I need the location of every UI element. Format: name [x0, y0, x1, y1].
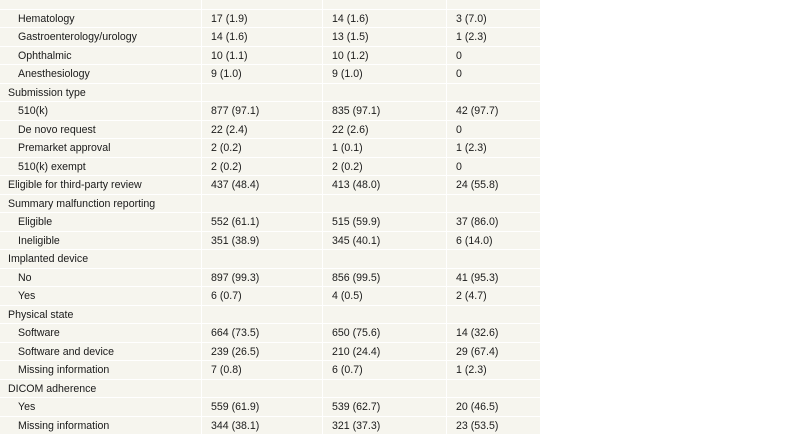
cell-total: 14 (1.6): [211, 28, 248, 47]
cell-total: 239 (26.5): [211, 343, 259, 362]
cell-group-2: 0: [456, 121, 462, 140]
cell-group-1: 10 (1.2): [332, 47, 369, 66]
cell-group-1: 2 (0.2): [332, 158, 363, 177]
row-label: 510(k) exempt: [18, 158, 86, 177]
cell-group-2: 1 (2.3): [456, 139, 487, 158]
section-row: [0, 380, 540, 399]
cell-total: 22 (2.4): [211, 121, 248, 140]
row-label: Yes: [18, 398, 35, 417]
table-row: [0, 287, 540, 306]
cell-group-1: 1 (0.1): [332, 139, 363, 158]
cell-group-2: 24 (55.8): [456, 176, 498, 195]
cell-group-1: 515 (59.9): [332, 213, 380, 232]
table-row: [0, 28, 540, 47]
cell-total: 351 (38.9): [211, 232, 259, 251]
row-label: DICOM adherence: [8, 380, 96, 399]
cell-total: 897 (99.3): [211, 269, 259, 288]
cell-total: 2 (0.2): [211, 158, 242, 177]
table-row: [0, 361, 540, 380]
row-label: Software: [18, 324, 60, 343]
cell-total: 552 (61.1): [211, 213, 259, 232]
row-label: Summary malfunction reporting: [8, 195, 155, 214]
table-row: [0, 47, 540, 66]
cell-total: 437 (48.4): [211, 176, 259, 195]
cell-group-1: 835 (97.1): [332, 102, 380, 121]
cell-group-1: 13 (1.5): [332, 28, 369, 47]
cell-group-1: 6 (0.7): [332, 361, 363, 380]
cell-group-1: 321 (37.3): [332, 417, 380, 435]
row-label: Submission type: [8, 84, 86, 103]
cell-total: 6 (0.7): [211, 287, 242, 306]
cell-group-1: 856 (99.5): [332, 269, 380, 288]
table-row: [0, 0, 540, 10]
cell-group-2: 3 (7.0): [456, 10, 487, 29]
row-label: Eligible: [18, 213, 52, 232]
table-row: [0, 158, 540, 177]
cell-group-1: 14 (1.6): [332, 10, 369, 29]
table-row: [0, 417, 540, 435]
cell-total: 664 (73.5): [211, 324, 259, 343]
cell-group-1: 345 (40.1): [332, 232, 380, 251]
cell-group-2: 0: [456, 158, 462, 177]
row-label: Missing information: [18, 361, 109, 380]
table-row: [0, 343, 540, 362]
cell-group-2: 1 (2.3): [456, 361, 487, 380]
section-row: [0, 84, 540, 103]
table-row: [0, 121, 540, 140]
table-row: [0, 398, 540, 417]
cell-total: 559 (61.9): [211, 398, 259, 417]
cell-group-2: 41 (95.3): [456, 269, 498, 288]
cell-group-2: 6 (14.0): [456, 232, 493, 251]
section-row: [0, 306, 540, 325]
row-label: Ophthalmic: [18, 47, 72, 66]
cell-total: 9 (1.0): [211, 65, 242, 84]
row-label: Gastroenterology/urology: [18, 28, 137, 47]
row-label: Missing information: [18, 417, 109, 435]
cell-group-1: 539 (62.7): [332, 398, 380, 417]
table-row: [0, 65, 540, 84]
cell-group-2: 20 (46.5): [456, 398, 498, 417]
cell-total: 7 (0.8): [211, 361, 242, 380]
cell-group-2: 29 (67.4): [456, 343, 498, 362]
row-label: Hematology: [18, 10, 75, 29]
row-label: Software and device: [18, 343, 114, 362]
section-row: [0, 176, 540, 195]
cell-group-1: 4 (0.5): [332, 287, 363, 306]
table-row: [0, 139, 540, 158]
cell-group-2: 0: [456, 47, 462, 66]
cell-group-2: 1 (2.3): [456, 28, 487, 47]
table-row: [0, 102, 540, 121]
row-label: No: [18, 269, 32, 288]
cell-group-1: 22 (2.6): [332, 121, 369, 140]
row-label: 510(k): [18, 102, 48, 121]
cell-total: 10 (1.1): [211, 47, 248, 66]
cell-total: 2 (0.2): [211, 139, 242, 158]
table-row: [0, 213, 540, 232]
cell-group-2: 0: [456, 65, 462, 84]
row-label: Implanted device: [8, 250, 88, 269]
cell-group-2: 2 (4.7): [456, 287, 487, 306]
table-row: [0, 10, 540, 29]
cell-group-1: 210 (24.4): [332, 343, 380, 362]
cell-group-1: 413 (48.0): [332, 176, 380, 195]
row-label: Ineligible: [18, 232, 60, 251]
table-row: [0, 269, 540, 288]
cell-group-2: 37 (86.0): [456, 213, 498, 232]
row-label: Premarket approval: [18, 139, 110, 158]
cell-total: 877 (97.1): [211, 102, 259, 121]
cell-total: 344 (38.1): [211, 417, 259, 435]
row-label: Anesthesiology: [18, 65, 90, 84]
cell-group-2: 42 (97.7): [456, 102, 498, 121]
table-row: [0, 232, 540, 251]
row-label: Yes: [18, 287, 35, 306]
table-row: [0, 324, 540, 343]
section-row: [0, 250, 540, 269]
cell-group-2: 14 (32.6): [456, 324, 498, 343]
section-row: [0, 195, 540, 214]
cell-total: 17 (1.9): [211, 10, 248, 29]
row-label: Eligible for third-party review: [8, 176, 142, 195]
cell-group-1: 650 (75.6): [332, 324, 380, 343]
cell-group-1: 9 (1.0): [332, 65, 363, 84]
row-label: Physical state: [8, 306, 73, 325]
row-label: De novo request: [18, 121, 96, 140]
cell-group-2: 23 (53.5): [456, 417, 498, 435]
